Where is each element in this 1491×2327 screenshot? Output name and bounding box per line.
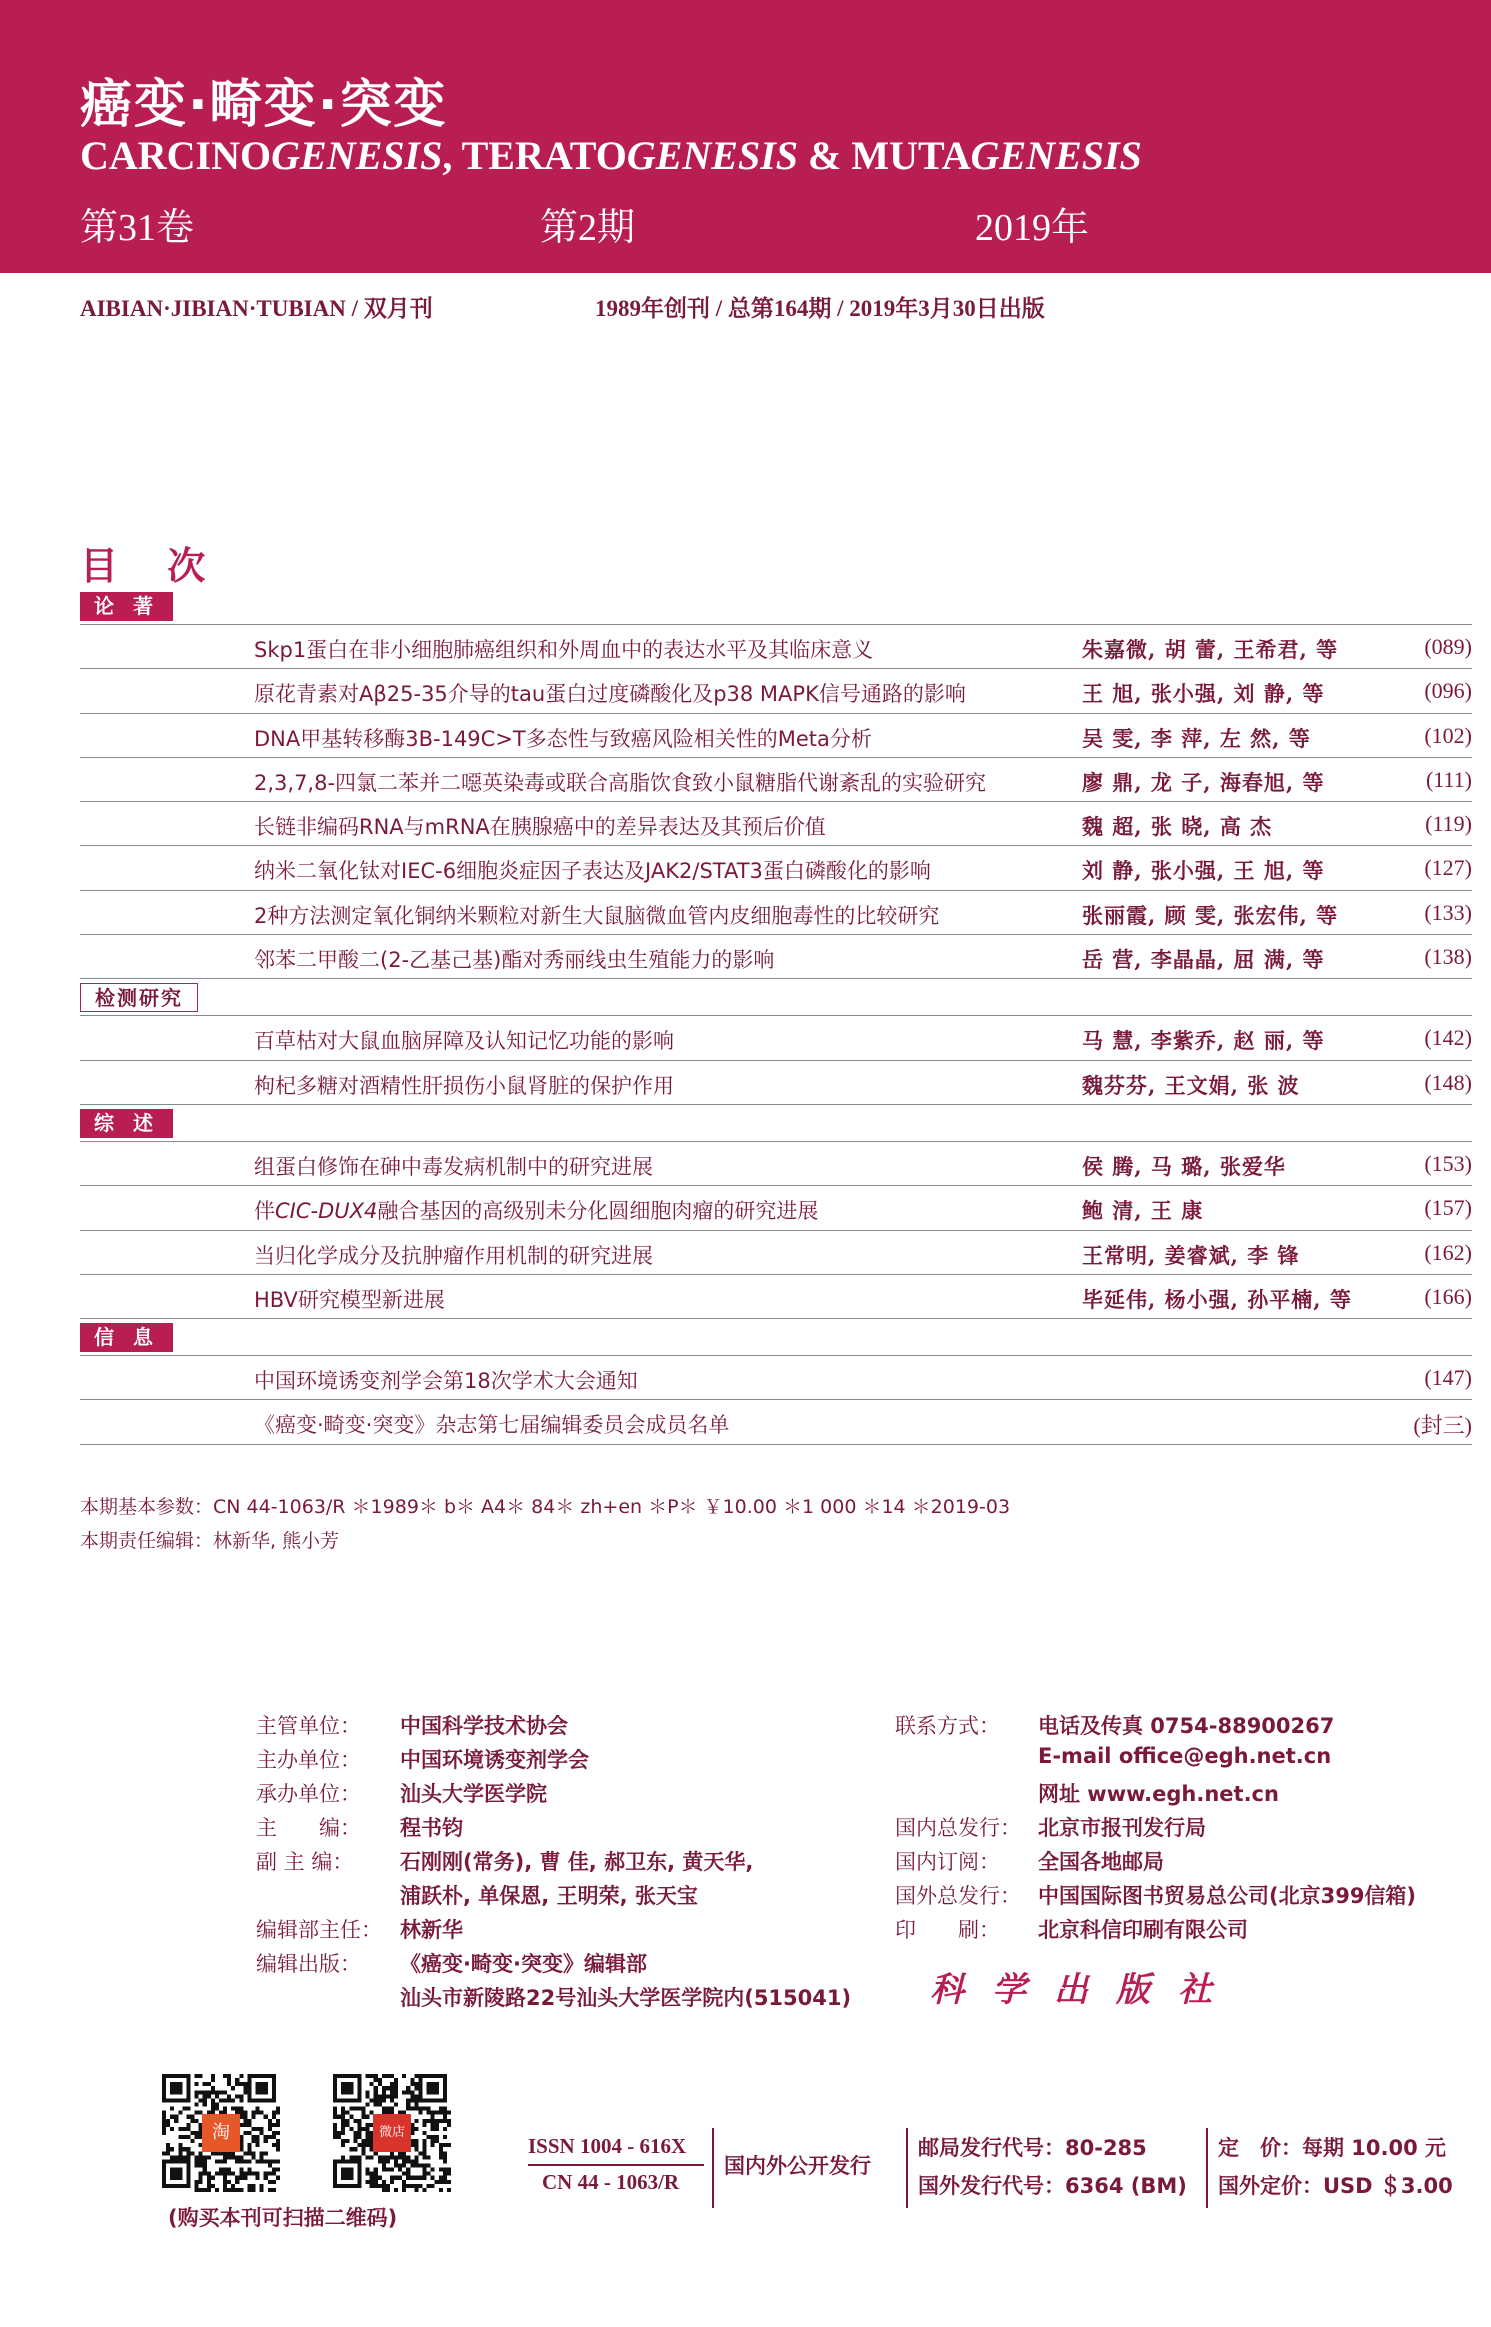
article-authors: 魏芬芬, 王文娟, 张 波 <box>1082 1072 1300 1098</box>
info-row <box>256 1778 547 1808</box>
article-page-number: (127) <box>1424 855 1472 881</box>
article-authors: 鲍 清, 王 康 <box>1082 1198 1204 1224</box>
section-label: 信 息 <box>80 1323 173 1352</box>
article-page-number: (封三) <box>1413 1413 1472 1439</box>
article-authors: 吴 雯, 李 萍, 左 然, 等 <box>1082 725 1311 751</box>
info-value: 汕头大学医学院 <box>400 1782 547 1806</box>
publication-info: 1989年创刊 / 总第164期 / 2019年3月30日出版 <box>595 296 1045 321</box>
table-of-contents <box>80 588 1472 1445</box>
article-page-number: (138) <box>1424 944 1472 970</box>
article-authors: 魏 超, 张 晓, 高 杰 <box>1082 814 1273 840</box>
article-page-number: (119) <box>1425 811 1472 837</box>
article-title: 当归化学成分及抗肿瘤作用机制的研究进展 <box>254 1243 653 1268</box>
domestic-price: 定 价：每期 10.00 元 <box>1218 2136 1447 2160</box>
article-authors: 王常明, 姜睿斌, 李 锋 <box>1082 1242 1300 1268</box>
article-page-number: (102) <box>1424 722 1472 748</box>
article-title: 纳米二氧化钛对IEC-6细胞炎症因子表达及JAK2/STAT3蛋白磷酸化的影响 <box>254 859 931 884</box>
info-label: 承办单位： <box>256 1782 361 1806</box>
info-value: 北京科信印刷有限公司 <box>1038 1918 1248 1942</box>
section-label: 检测研究 <box>80 983 198 1012</box>
article-authors: 刘 静, 张小强, 王 旭, 等 <box>1082 858 1325 884</box>
article-authors: 侯 腾, 马 璐, 张爱华 <box>1082 1153 1286 1179</box>
article-authors: 廖 鼎, 龙 子, 海春旭, 等 <box>1082 769 1325 795</box>
info-row <box>256 1948 647 1978</box>
issue-parameters: 本期基本参数：CN 44-1063/R ＊1989＊ b＊ A4＊ 84＊ zh+en ＊P＊ ￥10.00 ＊1 000 ＊14 ＊2019-03 <box>80 1496 1011 1518</box>
journal-title-en: CARCINOGENESIS, TERATOGENESIS & MUTAGENESIS <box>80 133 1142 178</box>
article-authors: 张丽霞, 顾 雯, 张宏伟, 等 <box>1082 902 1339 928</box>
info-label: 副 主 编： <box>256 1850 354 1874</box>
issue-number: 第2期 <box>540 207 636 249</box>
issn-number: ISSN 1004 - 616X <box>528 2134 687 2158</box>
info-label: 主管单位： <box>256 1714 361 1738</box>
info-value: 中国国际图书贸易总公司(北京399信箱) <box>1038 1884 1417 1908</box>
article-title: 百草枯对大鼠血脑屏障及认知记忆功能的影响 <box>254 1029 674 1054</box>
info-row <box>256 1982 851 2012</box>
article-title: 2种方法测定氧化铜纳米颗粒对新生大鼠脑微血管内皮细胞毒性的比较研究 <box>254 903 940 928</box>
qr-code-taobao[interactable] <box>162 2074 280 2192</box>
toc-entry[interactable] <box>80 1142 1472 1186</box>
toc-entry[interactable] <box>80 625 1472 669</box>
volume-number: 第31卷 <box>80 207 195 249</box>
info-row <box>895 1710 1334 1740</box>
toc-entry[interactable] <box>80 1400 1472 1444</box>
info-label: 联系方式： <box>895 1714 1000 1738</box>
info-row <box>256 1846 753 1876</box>
cn-number: CN 44 - 1063/R <box>542 2170 680 2194</box>
section-header <box>80 1105 1472 1142</box>
article-authors: 岳 营, 李晶晶, 屈 满, 等 <box>1082 947 1325 973</box>
article-title: DNA甲基转移酶3B-149C>T多态性与致癌风险相关性的Meta分析 <box>254 726 872 751</box>
journal-title-cn: 癌变·畸变·突变 <box>80 75 448 135</box>
toc-entry[interactable] <box>80 1275 1472 1319</box>
info-label: 印 刷： <box>895 1918 1000 1942</box>
info-row <box>256 1880 698 1910</box>
toc-entry[interactable] <box>80 935 1472 979</box>
article-page-number: (148) <box>1424 1069 1472 1095</box>
article-title: 中国环境诱变剂学会第18次学术大会通知 <box>254 1369 638 1394</box>
article-title: 组蛋白修饰在砷中毒发病机制中的研究进展 <box>254 1154 653 1179</box>
info-value: 林新华 <box>400 1918 463 1942</box>
article-page-number: (133) <box>1424 899 1472 925</box>
info-value: E-mail office@egh.net.cn <box>1038 1744 1332 1768</box>
postal-code: 邮局发行代号：80-285 <box>918 2136 1147 2160</box>
section-label: 综 述 <box>80 1109 173 1138</box>
section-label: 论 著 <box>80 592 173 621</box>
publisher-logo: 科学出版社 <box>930 1970 1240 2010</box>
article-page-number: (162) <box>1424 1239 1472 1265</box>
info-value: 中国环境诱变剂学会 <box>400 1748 589 1772</box>
article-title: 伴CIC-DUX4融合基因的高级别未分化圆细胞肉瘤的研究进展 <box>254 1199 819 1224</box>
article-page-number: (142) <box>1424 1025 1472 1051</box>
info-label: 主办单位： <box>256 1748 361 1772</box>
article-page-number: (111) <box>1425 766 1472 792</box>
info-label: 国内总发行： <box>895 1816 1021 1840</box>
info-label: 国内订阅： <box>895 1850 1000 1874</box>
info-value: 程书钧 <box>400 1816 463 1840</box>
info-row <box>256 1744 589 1774</box>
responsible-editors: 本期责任编辑：林新华, 熊小芳 <box>80 1530 340 1552</box>
toc-entry[interactable] <box>80 669 1472 713</box>
info-label: 编辑出版： <box>256 1952 361 1976</box>
info-row <box>895 1880 1416 1910</box>
toc-heading: 目 次 <box>80 544 224 588</box>
toc-entry[interactable] <box>80 758 1472 802</box>
weidian-badge-icon: 微店 <box>373 2114 411 2152</box>
article-title: 2,3,7,8-四氯二苯并二噁英染毒或联合高脂饮食致小鼠糖脂代谢紊乱的实验研究 <box>254 770 987 795</box>
info-value: 网址 www.egh.net.cn <box>1038 1782 1279 1806</box>
article-title: 邻苯二甲酸二(2-乙基己基)酯对秀丽线虫生殖能力的影响 <box>254 948 775 973</box>
article-page-number: (147) <box>1424 1365 1472 1391</box>
article-authors: 毕延伟, 杨小强, 孙平楠, 等 <box>1082 1286 1352 1312</box>
toc-entry[interactable] <box>80 846 1472 890</box>
foreign-price: 国外定价：USD ＄3.00 <box>1218 2174 1453 2198</box>
foreign-code: 国外发行代号：6364 (BM) <box>918 2174 1187 2198</box>
article-page-number: (153) <box>1424 1150 1472 1176</box>
article-page-number: (096) <box>1424 678 1472 704</box>
info-value: 北京市报刊发行局 <box>1038 1816 1206 1840</box>
toc-entry[interactable] <box>80 1016 1472 1060</box>
toc-entry[interactable] <box>80 1231 1472 1275</box>
journal-pinyin-frequency: AIBIAN·JIBIAN·TUBIAN / 双月刊 <box>80 296 433 321</box>
info-row <box>256 1710 568 1740</box>
article-title: 原花青素对Aβ25-35介导的tau蛋白过度磷酸化及p38 MAPK信号通路的影响 <box>254 682 966 707</box>
info-value: 全国各地邮局 <box>1038 1850 1164 1874</box>
info-value: 汕头市新陵路22号汕头大学医学院内(515041) <box>400 1986 852 2010</box>
article-title: 枸杞多糖对酒精性肝损伤小鼠肾脏的保护作用 <box>254 1073 674 1098</box>
section-header <box>80 979 1472 1016</box>
qr-code-weidian[interactable] <box>333 2074 451 2192</box>
article-page-number: (166) <box>1424 1283 1472 1309</box>
info-value: 中国科学技术协会 <box>400 1714 568 1738</box>
toc-entry[interactable] <box>80 802 1472 846</box>
article-title: 长链非编码RNA与mRNA在胰腺癌中的差异表达及其预后价值 <box>254 815 826 840</box>
info-row <box>895 1778 1279 1808</box>
article-title: HBV研究模型新进展 <box>254 1287 445 1312</box>
info-label: 主 编： <box>256 1816 361 1840</box>
toc-entry[interactable] <box>80 891 1472 935</box>
toc-entry[interactable] <box>80 714 1472 758</box>
masthead <box>0 0 1491 273</box>
article-authors: 朱嘉微, 胡 蕾, 王希君, 等 <box>1082 637 1339 662</box>
article-title: Skp1蛋白在非小细胞肺癌组织和外周血中的表达水平及其临床意义 <box>254 638 874 662</box>
info-row <box>895 1914 1248 1944</box>
article-title: 《癌变·畸变·突变》杂志第七届编辑委员会成员名单 <box>254 1413 730 1438</box>
info-row <box>895 1846 1164 1876</box>
article-page-number: (089) <box>1424 634 1472 659</box>
section-header <box>80 588 1472 625</box>
qr-caption: (购买本刊可扫描二维码) <box>168 2206 398 2230</box>
toc-entry[interactable] <box>80 1356 1472 1400</box>
info-row <box>256 1812 463 1842</box>
info-row <box>895 1812 1206 1842</box>
toc-entry[interactable] <box>80 1061 1472 1105</box>
info-row <box>256 1914 463 1944</box>
article-page-number: (157) <box>1424 1195 1472 1221</box>
toc-entry[interactable] <box>80 1186 1472 1230</box>
info-label: 国外总发行： <box>895 1884 1021 1908</box>
distribution-scope: 国内外公开发行 <box>724 2154 871 2178</box>
issue-year: 2019年 <box>975 207 1090 249</box>
info-value: 石刚刚(常务), 曹 佳, 郝卫东, 黄天华, <box>400 1850 754 1874</box>
taobao-badge-icon: 淘 <box>202 2114 240 2152</box>
info-value: 《癌变·畸变·突变》编辑部 <box>400 1952 647 1976</box>
info-value: 电话及传真 0754-88900267 <box>1038 1714 1335 1738</box>
info-value: 浦跃朴, 单保恩, 王明荣, 张天宝 <box>400 1884 698 1908</box>
article-authors: 王 旭, 张小强, 刘 静, 等 <box>1082 681 1325 707</box>
info-label: 编辑部主任： <box>256 1918 382 1942</box>
article-authors: 马 慧, 李紫乔, 赵 丽, 等 <box>1082 1028 1325 1054</box>
section-header <box>80 1319 1472 1356</box>
info-row <box>895 1744 1331 1768</box>
